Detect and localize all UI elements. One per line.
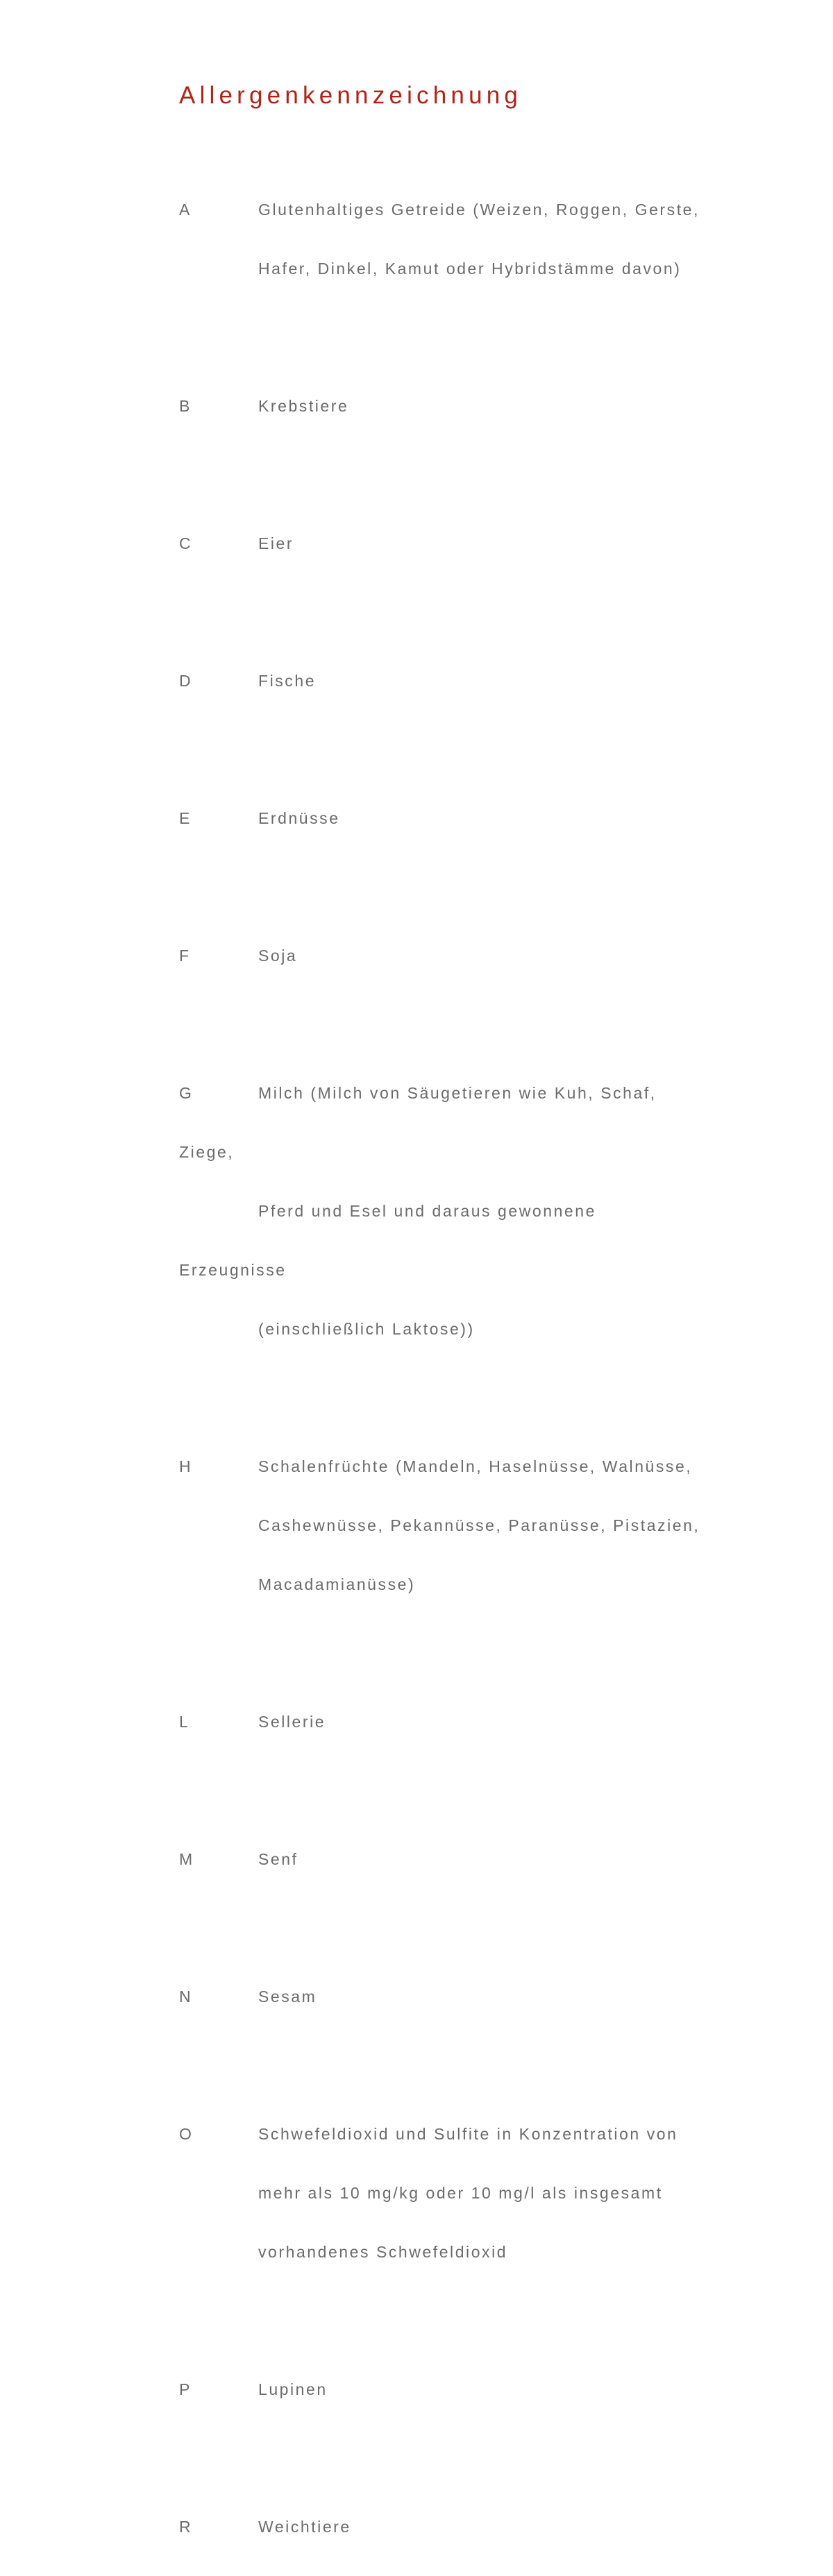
page-title: Allergenkennzeichnung xyxy=(179,82,523,109)
allergen-code: E xyxy=(179,809,192,828)
blank-line xyxy=(179,593,700,612)
allergen-code: D xyxy=(179,672,193,690)
allergen-line xyxy=(179,2183,700,2203)
blank-line xyxy=(179,318,700,337)
allergen-description: Soja xyxy=(258,947,298,965)
allergen-code: N xyxy=(179,1987,193,2006)
allergen-description: Krebstiere xyxy=(258,396,349,415)
allergen-line xyxy=(179,396,700,416)
allergen-description: Ziege, xyxy=(179,1143,235,1162)
allergen-description: Macadamianüsse) xyxy=(258,1575,416,1593)
allergen-code: R xyxy=(179,2517,193,2536)
allergen-description: mehr als 10 mg/kg oder 10 mg/l als insgesamt xyxy=(258,2183,663,2202)
allergen-code: P xyxy=(179,2380,192,2398)
allergen-line xyxy=(179,1319,700,1339)
blank-line xyxy=(179,2439,700,2458)
allergen-code: H xyxy=(179,1457,193,1475)
blank-line xyxy=(179,2046,700,2065)
allergen-line xyxy=(179,2380,700,2399)
allergen-line xyxy=(179,1260,700,1280)
blank-line xyxy=(179,455,700,475)
allergen-description: Hafer, Dinkel, Kamut oder Hybridstämme davon) xyxy=(258,259,682,278)
allergen-description: Weichtiere xyxy=(258,2517,351,2536)
blank-line xyxy=(179,1908,700,1928)
allergen-code: L xyxy=(179,1712,190,1731)
allergen-description: Lupinen xyxy=(258,2380,328,2398)
allergen-line xyxy=(179,1201,700,1221)
blank-line xyxy=(179,867,700,887)
allergen-line xyxy=(179,534,700,553)
allergen-line xyxy=(179,2242,700,2262)
allergen-description: (einschließlich Laktose)) xyxy=(258,1319,475,1338)
allergen-description: Sellerie xyxy=(258,1712,326,1731)
allergen-description: Erdnüsse xyxy=(258,809,340,828)
allergen-description: vorhandenes Schwefeldioxid xyxy=(258,2242,508,2261)
allergen-line xyxy=(179,808,700,828)
allergen-line xyxy=(179,946,700,965)
allergen-code: A xyxy=(179,200,192,219)
allergen-description: Cashewnüsse, Pekannüsse, Paranüsse, Pistazien, xyxy=(258,1516,700,1534)
allergen-description: Milch (Milch von Säugetieren wie Kuh, Schaf, xyxy=(258,1084,657,1103)
allergen-code: M xyxy=(179,1849,194,1868)
blank-line xyxy=(179,2301,700,2321)
allergen-line xyxy=(179,1516,700,1535)
allergen-description: Glutenhaltiges Getreide (Weizen, Roggen, Gerste, xyxy=(258,200,700,219)
allergen-line xyxy=(179,1083,700,1103)
allergen-line xyxy=(179,259,700,278)
blank-line xyxy=(179,1771,700,1790)
allergen-line xyxy=(179,1849,700,1869)
allergen-description: Schwefeldioxid und Sulfite in Konzentration von xyxy=(258,2124,678,2143)
allergen-list xyxy=(179,141,700,2576)
allergen-code: C xyxy=(179,534,193,552)
allergen-line xyxy=(179,1457,700,1476)
blank-line xyxy=(179,1634,700,1653)
allergen-line xyxy=(179,1712,700,1731)
allergen-code: B xyxy=(179,396,192,415)
allergen-line xyxy=(179,200,700,219)
allergen-line xyxy=(179,1142,700,1162)
blank-line xyxy=(179,1378,700,1398)
allergen-description: Senf xyxy=(258,1849,298,1868)
allergen-description: Schalenfrüchte (Mandeln, Haselnüsse, Walnüsse, xyxy=(258,1457,693,1475)
allergen-description: Erzeugnisse xyxy=(179,1260,287,1279)
allergen-line xyxy=(179,2124,700,2144)
allergen-line xyxy=(179,1575,700,1594)
allergen-line xyxy=(179,2517,700,2536)
allergen-code: O xyxy=(179,2124,194,2143)
allergen-code: F xyxy=(179,947,191,965)
allergen-description: Eier xyxy=(258,534,294,552)
allergen-line xyxy=(179,1987,700,2006)
allergen-description: Pferd und Esel und daraus gewonnene xyxy=(258,1202,596,1221)
allergen-code: G xyxy=(179,1084,194,1103)
allergen-description: Sesam xyxy=(258,1987,317,2006)
blank-line xyxy=(179,1005,700,1024)
allergen-line xyxy=(179,671,700,690)
allergen-description: Fische xyxy=(258,672,317,690)
blank-line xyxy=(179,730,700,749)
